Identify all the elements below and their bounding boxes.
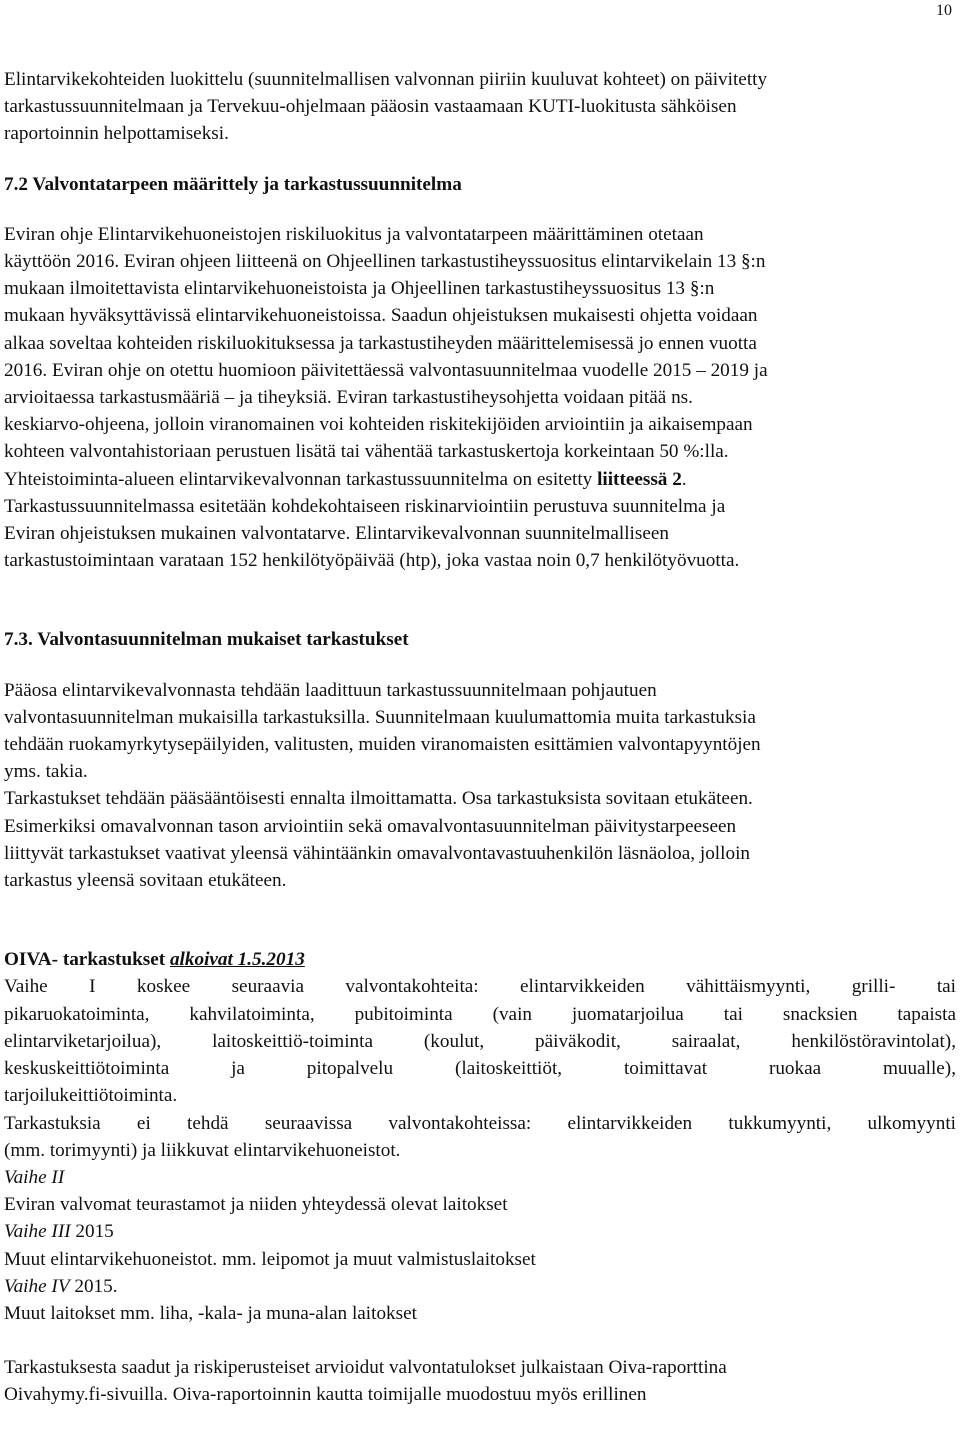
document-body: [4, 66, 956, 1409]
phase-3-title-line: [4, 1218, 956, 1245]
section-heading-7-2: 7.2 Valvontatarpeen määrittely ja tarkastussuunnitelma: [4, 173, 462, 195]
phase-4-year: 2015.: [69, 1275, 118, 1297]
text-line: Eviran ohje Elintarvikehuoneistojen riskiluokitus ja valvontatarpeen määrittäminen otetaan: [4, 223, 704, 245]
text-line: keskuskeittiötoiminta ja pitopalvelu (laitoskeittiöt, toimittavat ruokaa muualle),: [4, 1058, 956, 1080]
text-line: Tarkastussuunnitelmassa esitetään kohdekohtaiseen riskinarviointiin perustuva suunnitelma ja: [4, 495, 726, 517]
text-line: yms. takia.: [4, 761, 88, 783]
text-line: elintarviketarjoilua), laitoskeittiö-toiminta (koulut, päiväkodit, sairaalat, henkilöstöravintolat),: [4, 1030, 956, 1052]
phase-3-text: Muut elintarvikehuoneistot. mm. leipomot ja muut valmistuslaitokset: [4, 1248, 536, 1270]
text-line: Elintarvikekohteiden luokittelu (suunnitelmallisen valvonnan piiriin kuuluvat kohteet) on päivitetty: [4, 69, 768, 90]
text-line: kohteen valvontahistoriaan perustuen lisätä tai vähentää tarkastuskertoja korkeintaan 50 %:lla.: [4, 441, 729, 463]
oiva-heading: [4, 946, 956, 973]
text-line: mukaan ilmoitettavista elintarvikehuoneistoista ja Ohjeellinen tarkastustiheyssuositus 13 §:n: [4, 278, 715, 300]
text-line: arvioitaessa tarkastusmääriä – ja tiheyksiä. Eviran tarkastustiheysohjetta voidaan pitää ns.: [4, 387, 693, 409]
section-7-2-paragraph: [4, 221, 956, 575]
closing-paragraph: [4, 1354, 956, 1408]
text-line: keskiarvo-ohjeena, jolloin viranomainen voi kohteiden riskitekijöiden arviointiin ja aikaisempaan: [4, 414, 753, 436]
page-number: 10: [936, 2, 952, 19]
section-7-3-paragraph: [4, 677, 956, 895]
oiva-heading-date: alkoivat 1.5.2013: [169, 949, 305, 971]
annex-prefix: Yhteistoiminta-alueen elintarvikevalvonnan tarkastussuunnitelma on esitetty: [4, 468, 598, 490]
text-line: Tarkastuksia ei tehdä seuraavissa valvontakohteissa: elintarvikkeiden tukkumyynti, ulkomyynti: [4, 1112, 956, 1134]
text-line: tarkastus yleensä sovitaan etukäteen.: [4, 870, 287, 892]
text-line: Oivahymy.fi-sivuilla. Oiva-raportoinnin kautta toimijalle muodostuu myös erillinen: [4, 1384, 647, 1406]
annex-suffix: .: [681, 468, 687, 490]
text-line: pikaruokatoiminta, kahvilatoiminta, pubitoiminta (vain juomatarjoilua tai snacksien tapaista: [4, 1003, 956, 1025]
phase-4-text: Muut laitokset mm. liha, -kala- ja muna-alan laitokset: [4, 1302, 417, 1324]
oiva-excluded-paragraph: [4, 1110, 956, 1164]
phase-2-title: Vaihe II: [4, 1166, 65, 1188]
phase-3-title: Vaihe III: [4, 1221, 71, 1243]
phase-3-year: 2015: [70, 1221, 114, 1243]
text-line: Tarkastuksesta saadut ja riskiperusteiset arvioidut valvontatulokset julkaistaan Oiva-raporttina: [4, 1357, 727, 1379]
annex-reference: liitteessä 2: [597, 468, 682, 490]
text-line: valvontasuunnitelman mukaisilla tarkastuksilla. Suunnitelmaan kuulumattomia muita tarkastuksia: [4, 706, 756, 728]
annex-reference-line: [4, 466, 956, 493]
phase-4-title-line: [4, 1273, 956, 1300]
intro-paragraph: [4, 66, 956, 148]
text-line: alkaa soveltaa kohteiden riskiluokituksessa ja tarkastustiheyden määrittelemisessä jo ennen vuotta: [4, 332, 757, 354]
text-line: raportoinnin helpottamiseksi.: [4, 123, 229, 145]
text-line: Eviran ohjeistuksen mukainen valvontatarve. Elintarvikevalvonnan suunnitelmalliseen: [4, 523, 669, 545]
text-line: tehdään ruokamyrkytysepäilyiden, valitusten, muiden viranomaisten esittämien valvontapyyntöjen: [4, 734, 761, 756]
text-line: mukaan hyväksyttävissä elintarvikehuoneistoissa. Saadun ohjeistuksen mukaisesti ohjetta voidaan: [4, 305, 758, 327]
oiva-phase1-paragraph: [4, 973, 956, 1109]
text-line: tarkastustoimintaan varataan 152 henkilötyöpäivää (htp), joka vastaa noin 0,7 henkilötyövuotta.: [4, 550, 740, 572]
text-line: Tarkastukset tehdään pääsääntöisesti ennalta ilmoittamatta. Osa tarkastuksista sovitaan etukäteen.: [4, 788, 753, 810]
text-line: Pääosa elintarvikevalvonnasta tehdään laadittuun tarkastussuunnitelmaan pohjautuen: [4, 679, 657, 701]
text-line: liittyvät tarkastukset vaativat yleensä vähintäänkin omavalvontavastuuhenkilön läsnäoloa, jolloin: [4, 842, 750, 864]
text-line: Esimerkiksi omavalvonnan tason arviointiin sekä omavalvontasuunnitelman päivitystarpeeseen: [4, 815, 737, 837]
text-line: tarjoilukeittiötoiminta.: [4, 1085, 178, 1107]
oiva-heading-bold: OIVA- tarkastukset: [4, 949, 170, 971]
section-heading-7-3: 7.3. Valvontasuunnitelman mukaiset tarkastukset: [4, 629, 409, 651]
phase-4-title: Vaihe IV: [4, 1275, 70, 1297]
text-line: 2016. Eviran ohje on otettu huomioon päivitettäessä valvontasuunnitelmaa vuodelle 2015 – 2019 ja: [4, 359, 768, 381]
text-line: Vaihe I koskee seuraavia valvontakohteita: elintarvikkeiden vähittäismyynti, grilli- tai: [4, 976, 956, 998]
text-line: tarkastussuunnitelmaan ja Tervekuu-ohjelmaan pääosin vastaamaan KUTI-luokitusta sähköisen: [4, 96, 737, 118]
text-line: (mm. torimyynti) ja liikkuvat elintarvikehuoneistot.: [4, 1139, 401, 1161]
text-line: käyttöön 2016. Eviran ohjeen liitteenä on Ohjeellinen tarkastustiheyssuositus elintarvikelain 13 §:n: [4, 251, 766, 273]
phase-2-text: Eviran valvomat teurastamot ja niiden yhteydessä olevat laitokset: [4, 1194, 508, 1216]
